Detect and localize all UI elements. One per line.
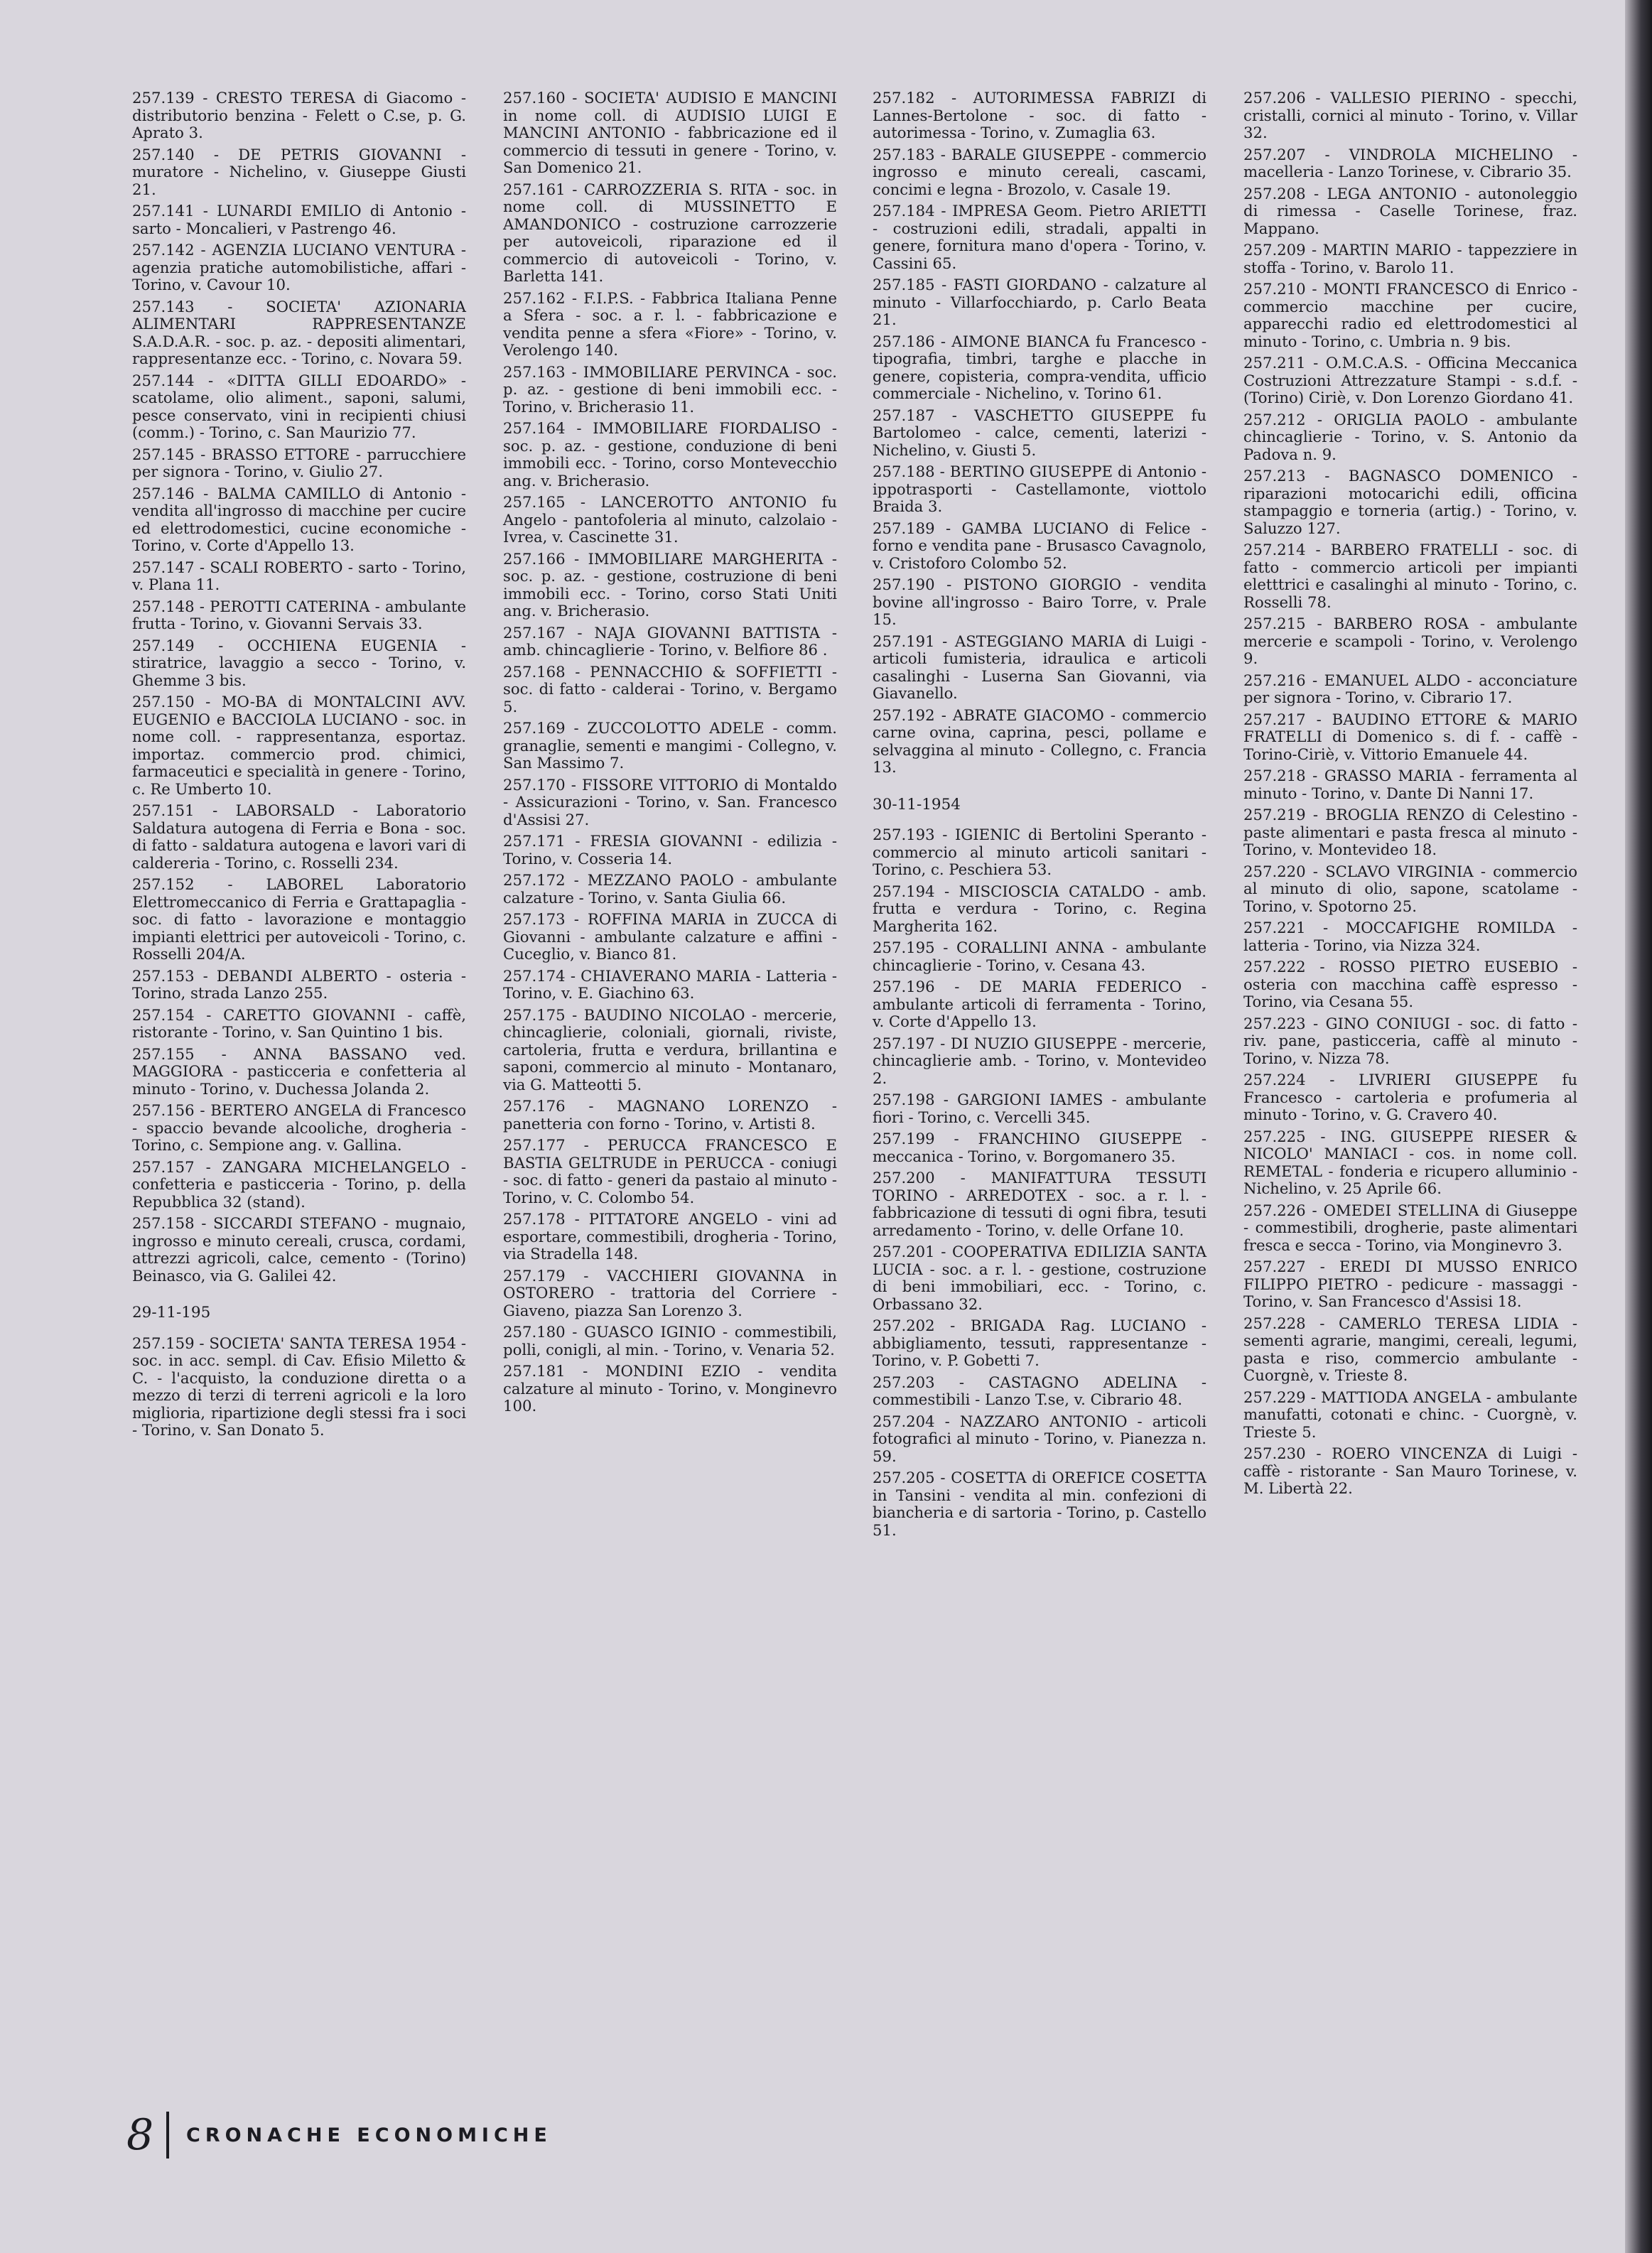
registry-entry: 257.190 - PISTONO GIORGIO - vendita bovine all'ingrosso - Bairo Torre, v. Prale 15. <box>873 576 1206 628</box>
registry-entry: 257.162 - F.I.P.S. - Fabbrica Italiana Penne a Sfera - soc. a r. l. - fabbricazione e vendita penne a sfera «Fiore» - Torino, v. Verolengo 140. <box>503 288 837 359</box>
registry-entry: 257.211 - O.M.C.A.S. - Officina Meccanica Costruzioni Attrezzature Stampi - s.d.f. - (Torino) Ciriè, v. Don Lorenzo Giordano 41. <box>1243 354 1577 406</box>
registry-entry: 257.178 - PITTATORE ANGELO - vini ad esportare, commestibili, drogheria - Torino, via Stradella 148. <box>503 1210 837 1263</box>
registry-entry: 257.200 - MANIFATTURA TESSUTI TORINO - ARREDOTEX - soc. a r. l. - fabbricazione di tessuti di ogni fibra, tesuti arredamento - Torino, v. delle Orfane 10. <box>873 1169 1206 1239</box>
registry-entry: 257.182 - AUTORIMESSA FABRIZI di Lannes-Bertolone - soc. di fatto - autorimessa - Torino, v. Zumaglia 63. <box>873 89 1206 141</box>
registry-entry: 257.155 - ANNA BASSANO ved. MAGGIORA - pasticceria e confetteria al minuto - Torino, v. Duchessa Jolanda 2. <box>132 1044 466 1098</box>
column-1 <box>132 90 466 1444</box>
registry-entry: 257.191 - ASTEGGIANO MARIA di Luigi - articoli fumisteria, idraulica e articoli casalinghi - Luserna San Giovanni, via Giavanello. <box>873 632 1206 702</box>
registry-entry: 257.180 - GUASCO IGINIO - commestibili, polli, conigli, al min. - Torino, v. Venaria 52. <box>503 1323 837 1358</box>
registry-entry: 257.230 - ROERO VINCENZA di Luigi - caffè - ristorante - San Mauro Torinese, v. M. Libertà 22. <box>1243 1444 1577 1497</box>
registry-entry: 257.227 - EREDI DI MUSSO ENRICO FILIPPO PIETRO - pedicure - massaggi - Torino, v. San Francesco d'Assisi 18. <box>1243 1258 1577 1310</box>
registry-entry: 257.170 - FISSORE VITTORIO di Montaldo - Assicurazioni - Torino, v. San. Francesco d'Assisi 27. <box>503 775 837 828</box>
column-3 <box>873 90 1206 1543</box>
registry-entry: 257.219 - BROGLIA RENZO di Celestino - paste alimentari e pasta fresca al minuto - Torino, v. Montevideo 18. <box>1243 806 1577 858</box>
registry-entry: 257.216 - EMANUEL ALDO - acconciature per signora - Torino, v. Cibrario 17. <box>1243 671 1577 706</box>
registry-entry: 257.205 - COSETTA di OREFICE COSETTA in Tansini - vendita al min. confezioni di biancheria e di sartoria - Torino, p. Castello 51. <box>873 1469 1206 1539</box>
registry-entry: 257.152 - LABOREL Laboratorio Elettromeccanico di Ferria e Grattapaglia - soc. di fatto - lavorazione e montaggio impianti elettrici per autoveicoli - Torino, c. Rosselli 204/A. <box>132 875 466 963</box>
registry-entry: 257.212 - ORIGLIA PAOLO - ambulante chincaglierie - Torino, v. S. Antonio da Padova n. 9. <box>1243 410 1577 463</box>
registry-entry: 257.202 - BRIGADA Rag. LUCIANO - abbigliamento, tessuti, rappresentanze - Torino, v. P. Gobetti 7. <box>873 1317 1206 1369</box>
registry-entry: 257.142 - AGENZIA LUCIANO VENTURA - agenzia pratiche automobilistiche, affari - Torino, v. Cavour 10. <box>132 241 466 293</box>
registry-entry: 257.181 - MONDINI EZIO - vendita calzature al minuto - Torino, v. Monginevro 100. <box>503 1362 837 1415</box>
registry-entry: 257.204 - NAZZARO ANTONIO - articoli fotografici al minuto - Torino, v. Pianezza n. 59. <box>873 1412 1206 1465</box>
column-4 <box>1243 90 1577 1502</box>
registry-entry: 257.206 - VALLESIO PIERINO - specchi, cristalli, cornici al minuto - Torino, v. Villar 32. <box>1243 89 1577 141</box>
registry-entry: 257.228 - CAMERLO TERESA LIDIA - sementi agrarie, mangimi, cereali, legumi, pasta e riso, commercio ambulante - Cuorgnè, v. Trieste 8. <box>1243 1314 1577 1384</box>
registry-entry: 257.159 - SOCIETA' SANTA TERESA 1954 - soc. in acc. sempl. di Cav. Efisio Miletto & C. - l'acquisto, la conduzione diretta o a mezzo di terzi di terreni agricoli e la loro miglioria, ripartizione degli stessi fra i soci - Torino, v. San Donato 5. <box>132 1334 466 1439</box>
registry-entry: 257.143 - SOCIETA' AZIONARIA ALIMENTARI RAPPRESENTANZE S.A.D.A.R. - soc. p. az. - depositi alimentari, rappresentanze ecc. - Torino, c. Novara 59. <box>132 297 466 367</box>
registry-entry: 257.192 - ABRATE GIACOMO - commercio carne ovina, caprina, pesci, pollame e selvaggina al minuto - Collegno, c. Francia 13. <box>873 706 1206 776</box>
registry-entry: 257.199 - FRANCHINO GIUSEPPE - meccanica - Torino, v. Borgomanero 35. <box>873 1130 1206 1165</box>
registry-entry: 257.201 - COOPERATIVA EDILIZIA SANTA LUCIA - soc. a r. l. - gestione, costruzione di beni immobiliari, ecc. - Torino, c. Orbassano 32. <box>873 1243 1206 1313</box>
registry-entry: 257.217 - BAUDINO ETTORE & MARIO FRATELLI di Domenico s. di f. - caffè - Torino-Ciriè, v. Vittorio Emanuele 44. <box>1243 710 1577 763</box>
registry-entry: 257.184 - IMPRESA Geom. Pietro ARIETTI - costruzioni edili, stradali, appalti in genere, fornitura mano d'opera - Torino, v. Cassini 65. <box>873 202 1206 272</box>
registry-entry: 257.167 - NAJA GIOVANNI BATTISTA - amb. chincaglierie - Torino, v. Belfiore 86 . <box>503 623 837 659</box>
magazine-title: CRONACHE ECONOMICHE <box>186 2124 552 2146</box>
registry-entry: 257.197 - DI NUZIO GIUSEPPE - mercerie, chincaglierie amb. - Torino, v. Montevideo 2. <box>873 1034 1206 1087</box>
registry-entry: 257.224 - LIVRIERI GIUSEPPE fu Francesco - cartoleria e profumeria al minuto - Torino, v. G. Cravero 40. <box>1243 1071 1577 1123</box>
registry-entry: 257.145 - BRASSO ETTORE - parrucchiere per signora - Torino, v. Giulio 27. <box>132 445 466 480</box>
registry-entry: 257.187 - VASCHETTO GIUSEPPE fu Bartolomeo - calce, cementi, laterizi - Nichelino, v. Giusti 5. <box>873 406 1206 459</box>
registry-entry: 257.171 - FRESIA GIOVANNI - edilizia - Torino, v. Cosseria 14. <box>503 832 837 868</box>
registry-entry: 257.160 - SOCIETA' AUDISIO E MANCINI in nome coll. di AUDISIO LUIGI E MANCINI ANTONIO - fabbricazione ed il commercio di tessuti in genere - Torino, v. San Domenico 21. <box>503 89 837 176</box>
registry-entry: 257.146 - BALMA CAMILLO di Antonio - vendita all'ingrosso di macchine per cucire ed elettrodomestici, cucine economiche - Torino, v. Corte d'Appello 13. <box>132 484 466 554</box>
registry-entry: 257.161 - CARROZZERIA S. RITA - soc. in nome coll. di MUSSINETTO E AMANDONICO - costruzione carrozzerie per autoveicoli, riparazione ed il commercio di autoveicoli - Torino, v. Barletta 141. <box>503 180 837 285</box>
registry-entry: 257.189 - GAMBA LUCIANO di Felice - forno e vendita pane - Brusasco Cavagnolo, v. Cristoforo Colombo 52. <box>873 519 1206 572</box>
registry-entry: 257.185 - FASTI GIORDANO - calzature al minuto - Villarfocchiardo, p. Carlo Beata 21. <box>873 276 1206 328</box>
registry-entry: 257.151 - LABORSALD - Laboratorio Saldatura autogena di Ferria e Bona - soc. di fatto - saldatura autogena e lavori vari di caldereria - Torino, c. Rosselli 234. <box>132 801 466 872</box>
registry-entry: 257.226 - OMEDEI STELLINA di Giuseppe - commestibili, drogherie, paste alimentari fresca e secca - Torino, via Monginevro 3. <box>1243 1201 1577 1254</box>
registry-entry: 257.154 - CARETTO GIOVANNI - caffè, ristorante - Torino, v. San Quintino 1 bis. <box>132 1005 466 1041</box>
footer-divider <box>166 2112 169 2159</box>
registry-entry: 257.207 - VINDROLA MICHELINO - macelleria - Lanzo Torinese, v. Cibrario 35. <box>1243 145 1577 180</box>
registry-entry: 257.158 - SICCARDI STEFANO - mugnaio, ingrosso e minuto cereali, crusca, cordami, attrezzi agricoli, calce, cemento - (Torino) Beinasco, via G. Galilei 42. <box>132 1214 466 1285</box>
registry-entry: 257.150 - MO-BA di MONTALCINI AVV. EUGENIO e BACCIOLA LUCIANO - soc. in nome coll. - rappresentanza, esportaz. importaz. commercio prod. chimici, farmaceutici e specialità in genere - Torino, c. Re Umberto 10. <box>132 693 466 798</box>
registry-entry: 257.163 - IMMOBILIARE PERVINCA - soc. p. az. - gestione di beni immobili ecc. - Torino, v. Bricherasio 11. <box>503 362 837 416</box>
registry-entry: 257.214 - BARBERO FRATELLI - soc. di fatto - commercio articoli per impianti eletttrici e casalinghi al minuto - Torino, c. Rosselli 78. <box>1243 541 1577 611</box>
registry-entry: 257.144 - «DITTA GILLI EDOARDO» - scatolame, olio aliment., saponi, salumi, pesce conservato, vini in recipienti chiusi (comm.) - Torino, c. San Maurizio 77. <box>132 371 466 441</box>
registry-entry: 257.213 - BAGNASCO DOMENICO - riparazioni motocarichi edili, officina stampaggio e torneria (artig.) - Torino, v. Saluzzo 127. <box>1243 467 1577 537</box>
registry-entry: 257.176 - MAGNANO LORENZO - panetteria con forno - Torino, v. Artisti 8. <box>503 1097 837 1133</box>
registry-entry: 257.223 - GINO CONIUGI - soc. di fatto - riv. pane, pasticceria, caffè al minuto - Torino, v. Nizza 78. <box>1243 1014 1577 1067</box>
registry-entry: 257.168 - PENNACCHIO & SOFFIETTI - soc. di fatto - calderai - Torino, v. Bergamo 5. <box>503 662 837 715</box>
registry-entry: 257.172 - MEZZANO PAOLO - ambulante calzature - Torino, v. Santa Giulia 66. <box>503 871 837 907</box>
registry-entry: 257.225 - ING. GIUSEPPE RIESER & NICOLO' MANIACI - cos. in nome coll. REMETAL - fonderia e ricupero alluminio - Nichelino, v. 25 Aprile 66. <box>1243 1127 1577 1197</box>
registry-entry: 257.141 - LUNARDI EMILIO di Antonio - sarto - Moncalieri, v Pastrengo 46. <box>132 202 466 237</box>
registry-entry: 257.175 - BAUDINO NICOLAO - mercerie, chincaglierie, coloniali, giornali, riviste, cartoleria, frutta e verdura, brillantina e saponi, commercio al minuto - Montanaro, via G. Matteotti 5. <box>503 1005 837 1093</box>
registry-entry: 257.203 - CASTAGNO ADELINA - commestibili - Lanzo T.se, v. Cibrario 48. <box>873 1373 1206 1408</box>
registry-entry: 257.156 - BERTERO ANGELA di Francesco - spaccio bevande alcooliche, drogheria - Torino, c. Sempione ang. v. Gallina. <box>132 1101 466 1154</box>
registry-entry: 257.169 - ZUCCOLOTTO ADELE - comm. granaglie, sementi e mangimi - Collegno, v. San Massimo 7. <box>503 719 837 772</box>
registry-entry: 257.229 - MATTIODA ANGELA - ambulante manufatti, cotonati e chinc. - Cuorgnè, v. Trieste 5. <box>1243 1388 1577 1441</box>
registry-entry: 257.140 - DE PETRIS GIOVANNI - muratore - Nichelino, v. Giuseppe Giusti 21. <box>132 145 466 198</box>
registry-entry: 257.165 - LANCEROTTO ANTONIO fu Angelo - pantofoleria al minuto, calzolaio - Ivrea, v. Cascinette 31. <box>503 493 837 546</box>
registry-entry: 257.188 - BERTINO GIUSEPPE di Antonio - ippotrasporti - Castellamonte, viottolo Braida 3. <box>873 463 1206 515</box>
registry-entry: 257.179 - VACCHIERI GIOVANNA in OSTORERO - trattoria del Corriere - Giaveno, piazza San Lorenzo 3. <box>503 1266 837 1319</box>
registry-entry: 257.195 - CORALLINI ANNA - ambulante chincaglierie - Torino, v. Cesana 43. <box>873 939 1206 974</box>
registry-entry: 257.139 - CRESTO TERESA di Giacomo - distributorio benzina - Felett o C.se, p. G. Aprato 3. <box>132 89 466 141</box>
registry-entry: 257.215 - BARBERO ROSA - ambulante mercerie e scampoli - Torino, v. Verolengo 9. <box>1243 615 1577 667</box>
registry-entry: 257.157 - ZANGARA MICHELANGELO - confetteria e pasticceria - Torino, p. della Repubblica 32 (stand). <box>132 1157 466 1211</box>
registry-entry: 257.220 - SCLAVO VIRGINIA - commercio al minuto di olio, sapone, scatolame - Torino, v. Spotorno 25. <box>1243 862 1577 915</box>
registry-entry: 257.153 - DEBANDI ALBERTO - osteria - Torino, strada Lanzo 255. <box>132 966 466 1002</box>
registry-entry: 257.174 - CHIAVERANO MARIA - Latteria - Torino, v. E. Giachino 63. <box>503 966 837 1002</box>
registry-entry: 257.196 - DE MARIA FEDERICO - ambulante articoli di ferramenta - Torino, v. Corte d'Appello 13. <box>873 978 1206 1030</box>
registry-entry: 257.222 - ROSSO PIETRO EUSEBIO - osteria con macchina caffè espresso - Torino, via Cesana 55. <box>1243 958 1577 1010</box>
date-heading: 29-11-195 <box>132 1304 211 1322</box>
registry-entry: 257.164 - IMMOBILIARE FIORDALISO - soc. p. az. - gestione, conduzione di beni immobili ecc. - Torino, corso Montevecchio ang. v. Bricherasio. <box>503 419 837 490</box>
registry-entry: 257.177 - PERUCCA FRANCESCO E BASTIA GELTRUDE in PERUCCA - coniugi - soc. di fatto - generi da pastaio al minuto - Torino, v. C. Colombo 54. <box>503 1136 837 1206</box>
registry-entry: 257.208 - LEGA ANTONIO - autonoleggio di rimessa - Caselle Torinese, fraz. Mappano. <box>1243 184 1577 237</box>
page-binding-edge <box>1625 0 1652 2253</box>
page-number: 8 <box>126 2110 154 2160</box>
registry-entry: 257.148 - PEROTTI CATERINA - ambulante frutta - Torino, v. Giovanni Servais 33. <box>132 597 466 632</box>
registry-entry: 257.198 - GARGIONI IAMES - ambulante fiori - Torino, c. Vercelli 345. <box>873 1091 1206 1126</box>
registry-entry: 257.210 - MONTI FRANCESCO di Enrico - commercio macchine per cucire, apparecchi radio ed elettrodomestici al minuto - Torino, c. Umbria n. 9 bis. <box>1243 280 1577 350</box>
registry-entry: 257.183 - BARALE GIUSEPPE - commercio ingrosso e minuto cereali, cascami, concimi e legna - Brozolo, v. Casale 19. <box>873 145 1206 198</box>
registry-entry: 257.173 - ROFFINA MARIA in ZUCCA di Giovanni - ambulante calzature e affini - Cuceglio, v. Bianco 81. <box>503 910 837 963</box>
registry-entry: 257.193 - IGIENIC di Bertolini Speranto - commercio al minuto articoli sanitari - Torino, c. Peschiera 53. <box>873 826 1206 878</box>
column-2 <box>503 90 837 1420</box>
registry-entry: 257.194 - MISCIOSCIA CATALDO - amb. frutta e verdura - Torino, c. Regina Margherita 162. <box>873 882 1206 935</box>
registry-entry: 257.147 - SCALI ROBERTO - sarto - Torino, v. Plana 11. <box>132 558 466 593</box>
registry-entry: 257.186 - AIMONE BIANCA fu Francesco - tipografia, timbri, targhe e placche in genere, copisteria, compra-vendita, ufficio commerciale - Nichelino, v. Torino 61. <box>873 332 1206 402</box>
registry-entry: 257.218 - GRASSO MARIA - ferramenta al minuto - Torino, v. Dante Di Nanni 17. <box>1243 767 1577 802</box>
registry-entry: 257.221 - MOCCAFIGHE ROMILDA - latteria - Torino, via Nizza 324. <box>1243 919 1577 954</box>
registry-entry: 257.149 - OCCHIENA EUGENIA - stiratrice, lavaggio a secco - Torino, v. Ghemme 3 bis. <box>132 636 466 689</box>
registry-entry: 257.209 - MARTIN MARIO - tappezziere in stoffa - Torino, v. Barolo 11. <box>1243 241 1577 276</box>
date-heading: 30-11-1954 <box>873 795 961 814</box>
registry-entry: 257.166 - IMMOBILIARE MARGHERITA - soc. p. az. - gestione, costruzione di beni immobili ecc. - Torino, corso Stati Uniti ang. v. Bricherasio. <box>503 549 837 620</box>
